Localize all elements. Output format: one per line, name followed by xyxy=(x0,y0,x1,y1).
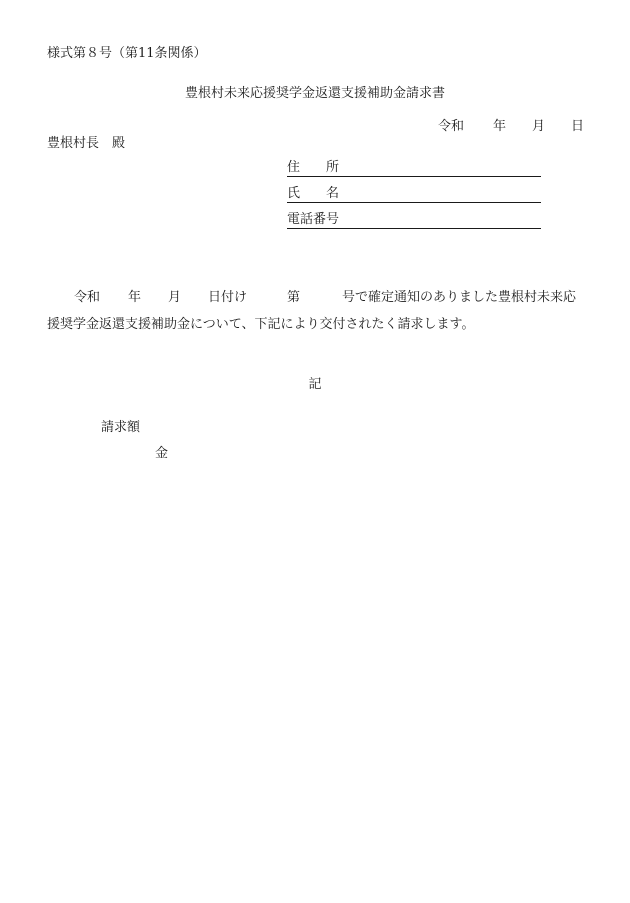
body-line1-rest: 号で確定通知のありました豊根村未来応 xyxy=(342,290,577,305)
phone-field[interactable] xyxy=(287,210,541,229)
body-era: 令和 xyxy=(74,290,101,305)
date-year: 年 xyxy=(493,119,507,134)
date-month: 月 xyxy=(532,119,546,134)
body-month: 月 xyxy=(168,290,182,305)
claim-amount-yen: 金 xyxy=(155,446,169,461)
ki-heading: 記 xyxy=(308,377,322,392)
document-title: 豊根村未来応援奨学金返還支援補助金請求書 xyxy=(184,86,445,101)
phone-label: 電話番号 xyxy=(287,212,340,227)
body-number-prefix: 第 xyxy=(287,290,301,305)
form-number: 様式第８号（第11条関係） xyxy=(47,46,207,61)
address-label: 住 所 xyxy=(287,160,340,175)
date-day: 日 xyxy=(571,119,585,134)
body-year: 年 xyxy=(128,290,142,305)
name-field[interactable] xyxy=(287,184,541,203)
address-field[interactable] xyxy=(287,158,541,177)
body-date-suffix: 日付け xyxy=(208,290,248,305)
claim-amount-label: 請求額 xyxy=(101,420,141,435)
addressee: 豊根村長 殿 xyxy=(47,136,126,151)
name-label: 氏 名 xyxy=(287,186,340,201)
body-paragraph-line-2: 援奨学金返還支援補助金について、下記により交付されたく請求します。 xyxy=(47,317,475,332)
date-era: 令和 xyxy=(438,119,465,134)
